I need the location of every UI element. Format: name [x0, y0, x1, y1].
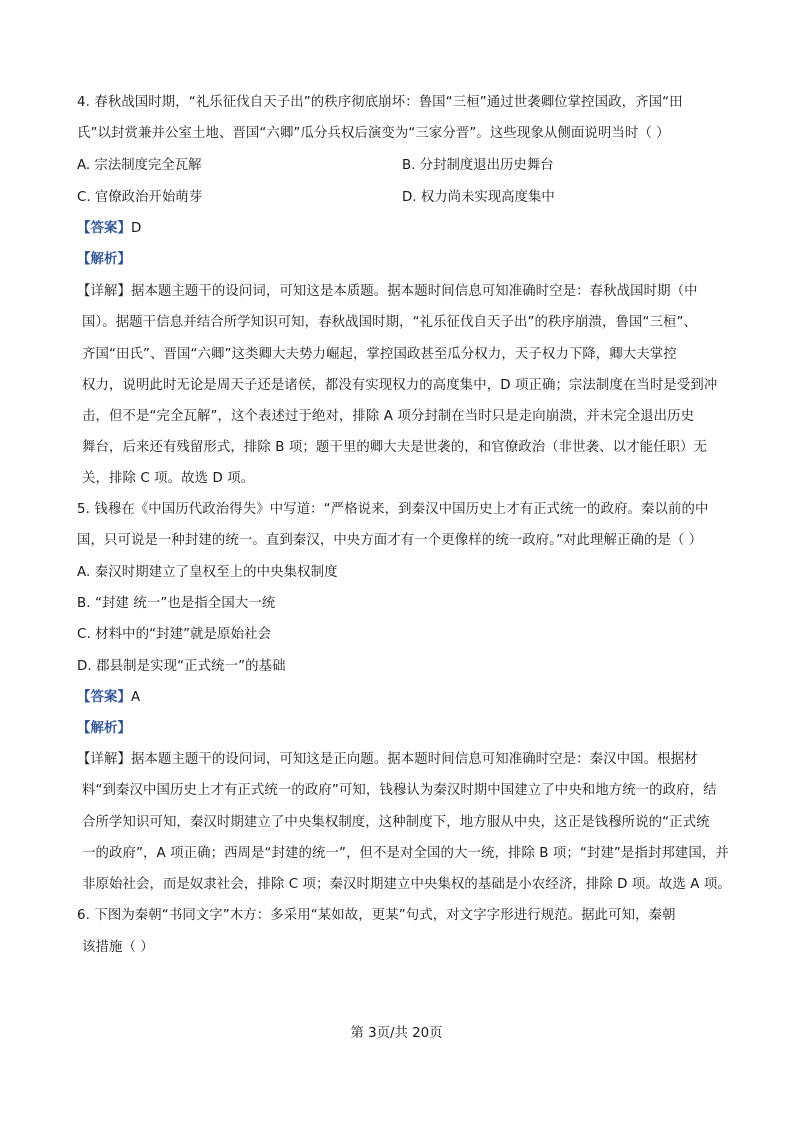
q5-option-d: D. 郡县制是实现“正式统一”的基础 — [77, 659, 286, 674]
q6-stem-line-2: 该措施（ ） — [82, 940, 154, 955]
q5-answer-tag: 【答案】 — [77, 690, 131, 705]
q5-analysis-tag: 【解析】 — [77, 721, 131, 736]
q4-detail-line-1 — [77, 282, 767, 302]
q5-analysis-line — [77, 719, 767, 739]
q5-detail-tag: 【详解】 — [77, 752, 131, 767]
q4-detail-line-6: 舞台，后来还有残留形式，排除 B 项；题干里的卿大夫是世袭的，和官僚政治（非世袭、以才能任职）无 — [82, 440, 708, 455]
q4-detail-line-2: 国）。据题干信息并结合所学知识可知，春秋战国时期，“礼乐征伐自天子出”的秩序崩溃，鲁国“三桓”、 — [82, 315, 698, 330]
q5-option-c: C. 材料中的“封建”就是原始社会 — [77, 627, 272, 642]
q5-answer-line — [77, 688, 767, 708]
q5-detail-line-3: 合所学知识可知，秦汉时期建立了中央集权制度，这种制度下，地方服从中央，这正是钱穆所说的“正式统 — [82, 815, 710, 830]
q4-analysis-tag: 【解析】 — [77, 252, 131, 267]
q5-detail-text-1: 据本题主题干的设问词，可知这是正向题。据本题时间信息可知准确时空是：秦汉中国。根据材 — [130, 752, 698, 767]
q5-answer-value: A — [130, 690, 141, 705]
q5-detail-line-2: 料“到秦汉中国历史上才有正式统一的政府”可知，钱穆认为秦汉时期中国建立了中央和地方统一的政府，结 — [82, 783, 717, 798]
q5-option-a: A. 秦汉时期建立了皇权至上的中央集权制度 — [77, 565, 338, 580]
q4-detail-line-3: 齐国“田氏”、晋国“六卿”这类卿大夫势力崛起，掌控国政甚至瓜分权力，天子权力下降，卿大夫掌控 — [82, 347, 677, 362]
q4-detail-line-5: 击，但不是“完全瓦解”，这个表述过于绝对，排除 A 项分封制在当时只是走向崩溃，并未完全退出历史 — [82, 409, 695, 424]
q5-option-b: B. “封建 统一”也是指全国大一统 — [77, 596, 276, 611]
q6-stem-line-1: 6. 下图为秦朝“书同文字”木方：多采用“某如故，更某”句式，对文字字形进行规范。据此可知，秦朝 — [77, 908, 676, 923]
q4-analysis-line — [77, 250, 767, 270]
q4-option-d: D. 权力尚未实现高度集中 — [402, 190, 555, 205]
q4-answer-tag: 【答案】 — [77, 221, 131, 236]
q5-stem-line-1: 5. 钱穆在《中国历代政治得失》中写道：“严格说来，到秦汉中国历史上才有正式统一的政府。秦以前的中 — [77, 502, 709, 517]
q5-detail-line-4: 一的政府”，A 项正确；西周是“封建的统一”，但不是对全国的大一统，排除 B 项；“封建”是指封邦建国，并 — [82, 846, 729, 861]
page-number-footer: 第 3页/共 20页 — [350, 1026, 443, 1041]
q4-answer-value: D — [130, 221, 142, 236]
q4-options-row-2 — [77, 188, 767, 208]
q4-stem-line-1: 4. 春秋战国时期，“礼乐征伐自天子出”的秩序彻底崩坏：鲁国“三桓”通过世袭卿位掌控国政，齐国“田 — [77, 95, 683, 110]
q4-options-row-1 — [77, 156, 767, 176]
q4-option-a: A. 宗法制度完全瓦解 — [77, 158, 202, 173]
q5-detail-line-5: 非原始社会，而是奴隶社会，排除 C 项；秦汉时期建立中央集权的基础是小农经济，排除 D 项。故选 A 项。 — [82, 877, 731, 892]
q4-option-c: C. 官僚政治开始萌芽 — [77, 190, 202, 205]
q4-option-b: B. 分封制度退出历史舞台 — [402, 158, 554, 173]
q5-stem-line-2: 国，只可说是一种封建的统一。直到秦汉，中央方面才有一个更像样的统一政府。”对此理解正确的是（ ） — [77, 533, 703, 548]
q4-stem-line-2: 氏”以封赏兼并公室土地、晋国“六卿”瓜分兵权后演变为“三家分晋”。这些现象从侧面说明当时（ ） — [77, 126, 670, 141]
q4-detail-line-7: 关，排除 C 项。故选 D 项。 — [82, 471, 255, 486]
q4-detail-line-4: 权力，说明此时无论是周天子还是诸侯，都没有实现权力的高度集中，D 项正确；宗法制度在当时是受到冲 — [82, 378, 718, 393]
q4-detail-text-1: 据本题主题干的设问词，可知这是本质题。据本题时间信息可知准确时空是：春秋战国时期（中 — [130, 284, 698, 299]
q4-detail-tag: 【详解】 — [77, 284, 131, 299]
q5-detail-line-1 — [77, 750, 767, 770]
q4-answer-line — [77, 219, 767, 239]
